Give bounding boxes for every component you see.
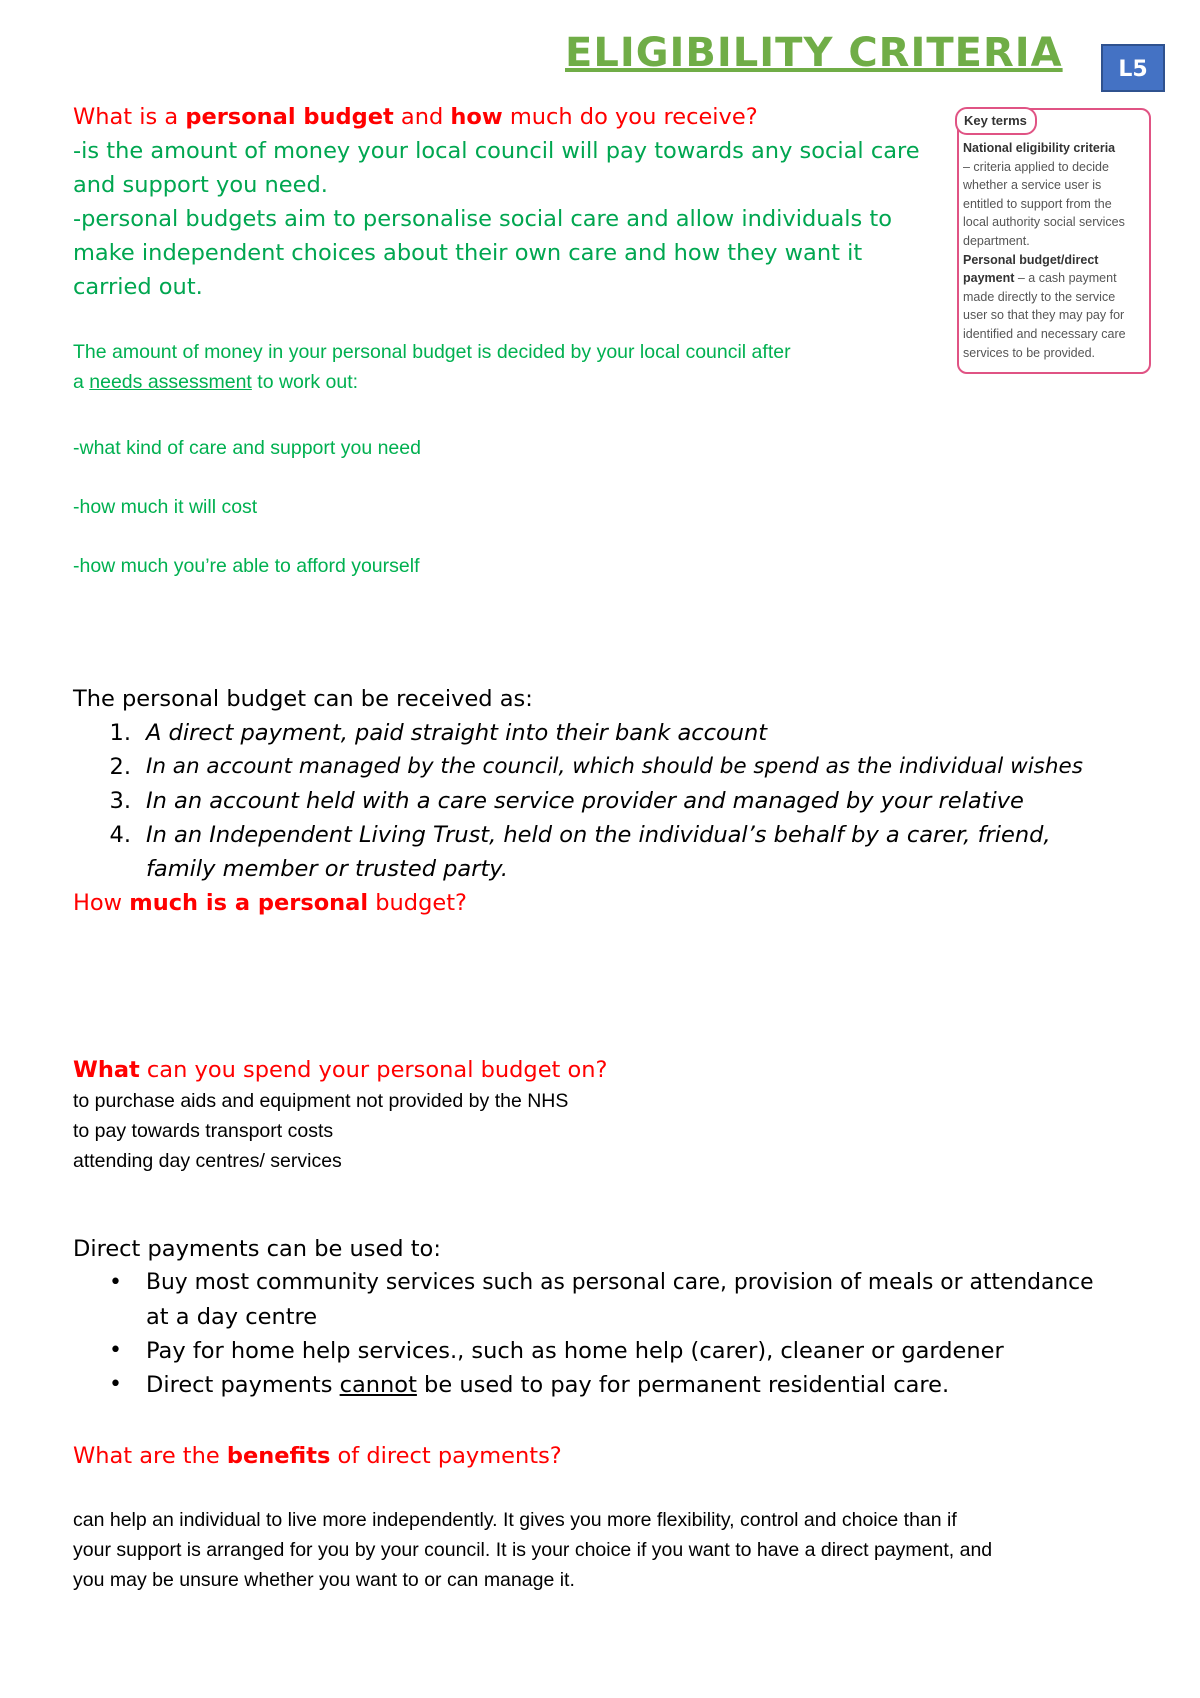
numbered-item — [73, 754, 1183, 788]
term-def-line: user so that they may pay for — [963, 308, 1125, 323]
item-number: 1. — [109, 720, 131, 746]
question-emphasis: much is a personal — [129, 890, 369, 916]
benefits-line: can help an individual to live more independently. It gives you more flexibility, control and choice than if — [73, 1509, 957, 1531]
bullet-icon: • — [109, 1270, 122, 1295]
section-intro: The personal budget can be received as: — [73, 686, 533, 712]
numbered-item — [73, 720, 1183, 754]
question-text: How — [73, 890, 130, 916]
bullet-text-part: be used to pay for permanent residential care. — [416, 1372, 950, 1398]
item-number: 2. — [109, 754, 131, 780]
bullet-icon: • — [109, 1338, 122, 1363]
page-title: ELIGIBILITY CRITERIA — [565, 30, 1063, 76]
question-text: of direct payments? — [330, 1443, 562, 1469]
term-def-line: identified and necessary care — [963, 326, 1126, 341]
term-national-eligibility: National eligibility criteria — [963, 141, 1116, 155]
item-text: In an account managed by the council, which should be spend as the individual wishes — [146, 754, 1083, 779]
list-item: -how much it will cost — [73, 496, 258, 518]
numbered-list — [73, 720, 1183, 890]
needs-assessment-text: needs assessment — [89, 371, 252, 393]
bullet-icon: • — [109, 1372, 122, 1397]
benefits-line: your support is arranged for you by your council. It is your choice if you want to have a direct payment, and — [73, 1539, 993, 1561]
question-how-much — [73, 890, 467, 916]
question-benefits — [73, 1443, 562, 1469]
spend-item: to purchase aids and equipment not provided by the NHS — [73, 1090, 569, 1112]
question-text: What is a — [73, 104, 186, 130]
item-text: family member or trusted party. — [146, 856, 508, 882]
key-terms-content — [963, 139, 1149, 362]
item-number: 3. — [109, 788, 131, 814]
answer-line: -is the amount of money your local council will pay towards any social care — [73, 138, 920, 164]
item-text: In an account held with a care service provider and managed by your relative — [146, 788, 1024, 814]
term-def-line: department. — [963, 233, 1030, 248]
bullet-item — [73, 1338, 1183, 1372]
term-def-line: made directly to the service — [963, 289, 1116, 304]
cannot-emphasis: cannot — [339, 1372, 417, 1398]
item-text: In an Independent Living Trust, held on the individual’s behalf by a carer, friend, — [146, 822, 1051, 848]
bullet-text: at a day centre — [146, 1304, 318, 1330]
question-spend-on — [73, 1057, 608, 1083]
bullet-text: Buy most community services such as personal care, provision of meals or attendance — [146, 1270, 1094, 1295]
list-item: -what kind of care and support you need — [73, 437, 421, 459]
bullet-text — [146, 1372, 949, 1398]
question-text: budget? — [368, 890, 467, 916]
key-terms-tab: Key terms — [955, 107, 1037, 135]
benefits-line: you may be unsure whether you want to or can manage it. — [73, 1569, 575, 1591]
spend-item: attending day centres/ services — [73, 1150, 342, 1172]
question-text: and — [393, 104, 451, 130]
bullet-item-continuation — [73, 1304, 1183, 1338]
paragraph-line: The amount of money in your personal budget is decided by your local council after — [73, 341, 791, 363]
bullet-list — [73, 1270, 1183, 1406]
paragraph-text: to work out: — [251, 371, 359, 393]
numbered-item — [73, 788, 1183, 822]
term-def-line: entitled to support from the — [963, 196, 1112, 211]
answer-line: -personal budgets aim to personalise social care and allow individuals to — [73, 206, 893, 232]
answer-line: carried out. — [73, 274, 203, 300]
question-emphasis: how — [450, 104, 503, 130]
question-emphasis: personal budget — [185, 104, 394, 130]
numbered-item — [73, 822, 1183, 856]
question-personal-budget — [73, 104, 758, 130]
section-intro: Direct payments can be used to: — [73, 1236, 441, 1262]
item-number: 4. — [109, 822, 131, 848]
bullet-text: Pay for home help services., such as home help (carer), cleaner or gardener — [146, 1338, 1004, 1364]
term-def-line: whether a service user is — [963, 178, 1102, 193]
question-emphasis: What — [73, 1057, 140, 1083]
term-def-line: local authority social services — [963, 215, 1125, 230]
question-text: can you spend your personal budget on? — [139, 1057, 608, 1083]
numbered-item-continuation — [73, 856, 1183, 890]
bullet-item — [73, 1372, 1183, 1406]
answer-line: make independent choices about their own care and how they want it — [73, 240, 863, 266]
level-badge: L5 — [1101, 44, 1165, 92]
question-text: much do you receive? — [502, 104, 758, 130]
question-emphasis: benefits — [226, 1443, 331, 1469]
item-text: A direct payment, paid straight into their bank account — [146, 720, 768, 746]
bullet-text-part: Direct payments — [146, 1372, 340, 1398]
term-def-line: – a cash payment — [1014, 271, 1117, 286]
paragraph-text: a — [73, 371, 90, 393]
term-def-line: services to be provided. — [963, 345, 1096, 360]
question-text: What are the — [73, 1443, 227, 1469]
paragraph-line — [73, 371, 358, 394]
bullet-item — [73, 1270, 1183, 1304]
answer-line: and support you need. — [73, 172, 328, 198]
term-payment: payment — [963, 271, 1015, 286]
term-def-line: – criteria applied to decide — [963, 159, 1109, 174]
list-item: -how much you’re able to afford yourself — [73, 555, 420, 577]
spend-item: to pay towards transport costs — [73, 1120, 334, 1142]
term-personal-budget: Personal budget/direct — [963, 252, 1099, 267]
